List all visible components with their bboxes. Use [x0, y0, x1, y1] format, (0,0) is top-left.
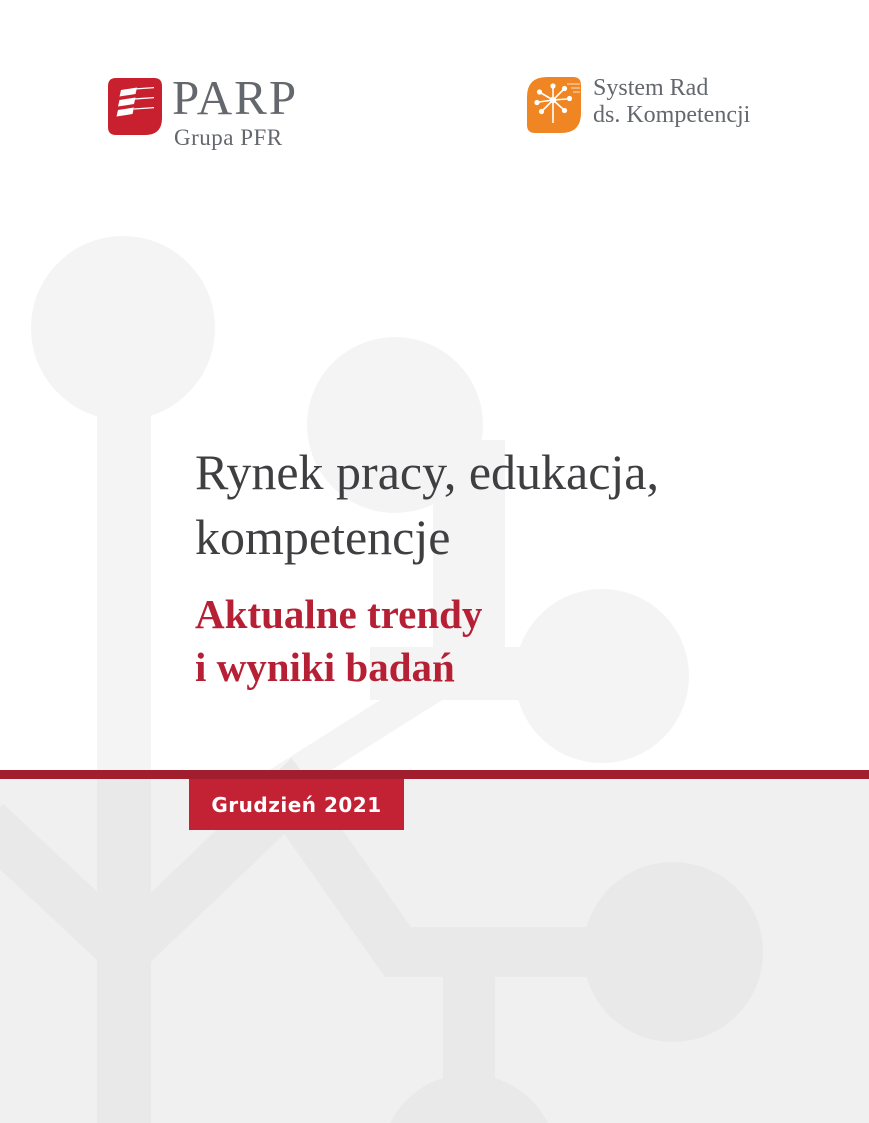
cover-title-line2: kompetencje [195, 509, 451, 565]
parp-logo [108, 70, 299, 150]
system-rad-line2: ds. Kompetencji [593, 102, 751, 128]
cover-subtitle-line1: Aktualne trendy [195, 591, 483, 637]
network-nodes-icon [527, 77, 581, 133]
date-badge-label: Grudzień 2021 [211, 792, 382, 817]
parp-logo-name: PARP [172, 70, 299, 125]
system-rad-logo [527, 77, 750, 133]
parp-logo-subtitle: Grupa PFR [174, 125, 283, 150]
cover-subtitle [195, 588, 482, 694]
system-rad-line1: System Rad [593, 75, 709, 101]
cover-subtitle-line2: i wyniki badań [195, 644, 455, 690]
cover-title [195, 440, 659, 570]
cover-title-line1: Rynek pracy, edukacja, [195, 444, 659, 500]
system-rad-logo-text [593, 75, 750, 129]
date-badge [189, 779, 404, 830]
horizontal-rule [0, 770, 869, 779]
parp-stripes-icon [108, 78, 162, 135]
parp-logo-text [172, 72, 298, 150]
